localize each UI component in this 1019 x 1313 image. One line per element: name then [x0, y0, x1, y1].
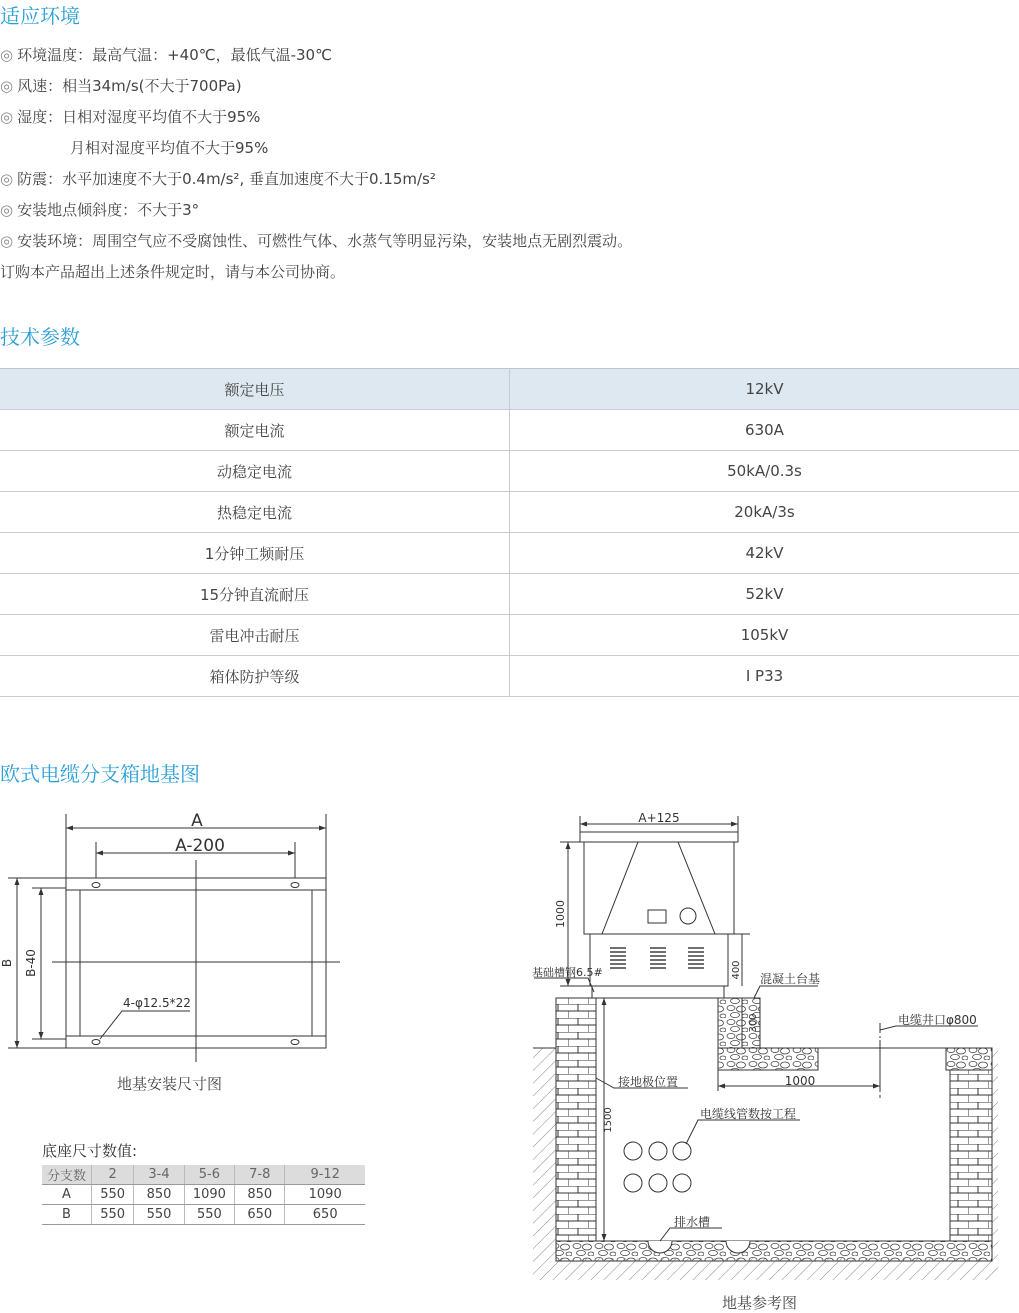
spec-param-name: 雷电冲击耐压 — [0, 615, 510, 656]
bullet-icon: ◎ — [0, 170, 13, 188]
env-line-text: 订购本产品超出上述条件规定时，请与本公司协商。 — [0, 263, 345, 281]
spec-param-name: 箱体防护等级 — [0, 656, 510, 697]
env-line — [0, 106, 260, 127]
foundation-title: 欧式电缆分支箱地基图 — [0, 758, 200, 787]
spec-param-value: 52kV — [510, 574, 1019, 615]
dim-b40-label: B-40 — [24, 949, 38, 977]
install-drawing-caption: 地基安装尺寸图 — [117, 1073, 222, 1094]
env-line-text: 月相对湿度平均值不大于95% — [70, 139, 268, 157]
base-table-cell: 分支数 — [42, 1165, 91, 1185]
spec-row — [0, 410, 1019, 451]
base-table-cell: 2 — [91, 1165, 133, 1185]
install-dimension-drawing — [0, 800, 360, 1070]
spec-row — [0, 656, 1019, 697]
spec-row — [0, 492, 1019, 533]
spec-param-name: 1分钟工频耐压 — [0, 533, 510, 574]
spec-param-value: 12kV — [510, 369, 1019, 410]
cable-pipes-label: 电缆线管数按工程 — [700, 1106, 796, 1121]
env-line — [0, 230, 632, 251]
base-dimension-table — [42, 1165, 365, 1225]
dim-400-label: 400 — [731, 960, 742, 979]
reference-drawing-caption: 地基参考图 — [722, 1292, 797, 1313]
base-table-cell: A — [42, 1185, 91, 1205]
spec-param-name: 额定电压 — [0, 369, 510, 410]
base-table-cell: 650 — [285, 1205, 365, 1225]
hole-spec-label: 4-φ12.5*22 — [123, 996, 191, 1010]
env-line-text: 湿度：日相对湿度平均值不大于95% — [17, 108, 260, 126]
env-line-text: 安装地点倾斜度：不大于3° — [17, 201, 199, 219]
dim-1500-label: 1500 — [603, 1107, 614, 1132]
base-table-cell: 1090 — [285, 1185, 365, 1205]
base-table-cell: 650 — [235, 1205, 285, 1225]
dim-1000v-label: 1000 — [554, 900, 567, 928]
spec-row — [0, 451, 1019, 492]
ground-electrode-label: 接地极位置 — [618, 1074, 678, 1089]
spec-param-value: 50kA/0.3s — [510, 451, 1019, 492]
bullet-icon: ◎ — [0, 201, 13, 219]
spec-row — [0, 533, 1019, 574]
base-table-cell: 1090 — [184, 1185, 235, 1205]
base-table-cell: 5-6 — [184, 1165, 235, 1185]
spec-param-name: 15分钟直流耐压 — [0, 574, 510, 615]
bullet-icon: ◎ — [0, 46, 13, 64]
spec-param-name: 额定电流 — [0, 410, 510, 451]
bullet-icon: ◎ — [0, 108, 13, 126]
base-table-header — [42, 1165, 365, 1185]
base-table-row — [42, 1205, 365, 1225]
spec-param-value: 42kV — [510, 533, 1019, 574]
foundation-reference-drawing — [528, 808, 998, 1288]
spec-param-value: 630A — [510, 410, 1019, 451]
spec-param-value: 20kA/3s — [510, 492, 1019, 533]
bullet-icon: ◎ — [0, 77, 13, 95]
env-line — [0, 261, 345, 282]
dim-b-label: B — [0, 959, 14, 967]
base-table-cell: 7-8 — [235, 1165, 285, 1185]
spec-param-value: 105kV — [510, 615, 1019, 656]
dim-a-label: A — [191, 811, 203, 831]
base-table-row — [42, 1185, 365, 1205]
base-table-cell: 550 — [91, 1185, 133, 1205]
base-table-cell: 550 — [134, 1205, 184, 1225]
env-line-text: 环境温度：最高气温：+40℃，最低气温-30℃ — [17, 46, 332, 64]
spec-table — [0, 368, 1019, 697]
env-line — [70, 137, 268, 158]
spec-param-name: 热稳定电流 — [0, 492, 510, 533]
bullet-icon: ◎ — [0, 232, 13, 250]
base-table-caption: 底座尺寸数值: — [42, 1140, 137, 1161]
dim-1000h-label: 1000 — [785, 1074, 816, 1088]
env-line-text: 安装环境：周围空气应不受腐蚀性、可燃性气体、水蒸气等明显污染，安装地点无剧烈震动。 — [17, 232, 632, 250]
spec-row — [0, 615, 1019, 656]
base-table-cell: B — [42, 1205, 91, 1225]
env-line — [0, 75, 242, 96]
cable-well-label: 电缆井口φ800 — [898, 1012, 977, 1027]
drain-label: 排水槽 — [674, 1214, 710, 1229]
concrete-base-label: 混凝土台基 — [760, 971, 820, 986]
env-line — [0, 44, 332, 65]
base-table-cell: 850 — [134, 1185, 184, 1205]
env-line — [0, 199, 199, 220]
spec-param-name: 动稳定电流 — [0, 451, 510, 492]
base-table-cell: 9-12 — [285, 1165, 365, 1185]
dim-300-label: 300 — [748, 1013, 759, 1032]
env-line-text: 防震：水平加速度不大于0.4m/s², 垂直加速度不大于0.15m/s² — [17, 170, 436, 188]
dim-a125-label: A+125 — [638, 811, 679, 825]
tech-title: 技术参数 — [0, 321, 80, 350]
env-line-text: 风速：相当34m/s(不大于700Pa) — [17, 77, 241, 95]
dim-a200-label: A-200 — [175, 836, 225, 856]
spec-row — [0, 369, 1019, 410]
env-line — [0, 168, 436, 189]
spec-row — [0, 574, 1019, 615]
base-table-cell: 550 — [184, 1205, 235, 1225]
env-title: 适应环境 — [0, 0, 80, 29]
spec-param-value: I P33 — [510, 656, 1019, 697]
channel-steel-label: 基础槽钢6.5# — [532, 965, 603, 979]
base-table-cell: 850 — [235, 1185, 285, 1205]
base-table-cell: 3-4 — [134, 1165, 184, 1185]
base-table-cell: 550 — [91, 1205, 133, 1225]
